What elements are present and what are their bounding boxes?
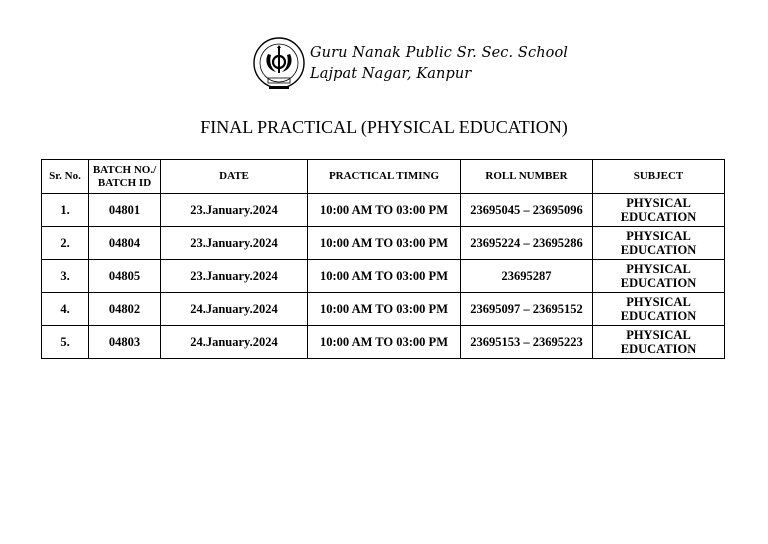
cell-batch-id: 04801 (89, 194, 161, 227)
cell-roll-number: 23695153 – 23695223 (461, 326, 593, 359)
cell-timing: 10:00 AM TO 03:00 PM (308, 293, 461, 326)
cell-timing: 10:00 AM TO 03:00 PM (308, 194, 461, 227)
cell-sr-no: 5. (42, 326, 89, 359)
table-row (42, 194, 725, 227)
cell-timing: 10:00 AM TO 03:00 PM (308, 260, 461, 293)
cell-roll-number: 23695045 – 23695096 (461, 194, 593, 227)
column-header-sr-no: Sr. No. (42, 160, 89, 194)
document-title: FINAL PRACTICAL (PHYSICAL EDUCATION) (200, 117, 568, 137)
cell-subject: PHYSICAL EDUCATION (593, 293, 725, 326)
cell-batch-id: 04803 (89, 326, 161, 359)
cell-date: 23.January.2024 (161, 194, 308, 227)
cell-sr-no: 4. (42, 293, 89, 326)
cell-batch-id: 04805 (89, 260, 161, 293)
table-row (42, 260, 725, 293)
cell-subject: PHYSICAL EDUCATION (593, 194, 725, 227)
cell-subject: PHYSICAL EDUCATION (593, 227, 725, 260)
school-name: Guru Nanak Public Sr. Sec. School (310, 45, 569, 61)
cell-date: 23.January.2024 (161, 227, 308, 260)
cell-timing: 10:00 AM TO 03:00 PM (308, 227, 461, 260)
cell-date: 24.January.2024 (161, 293, 308, 326)
cell-date: 24.January.2024 (161, 326, 308, 359)
cell-subject: PHYSICAL EDUCATION (593, 326, 725, 359)
cell-sr-no: 3. (42, 260, 89, 293)
cell-sr-no: 2. (42, 227, 89, 260)
table-row (42, 293, 725, 326)
cell-timing: 10:00 AM TO 03:00 PM (308, 326, 461, 359)
column-header-roll-number: ROLL NUMBER (461, 160, 593, 194)
cell-roll-number: 23695224 – 23695286 (461, 227, 593, 260)
school-address: Lajpat Nagar, Kanpur (310, 66, 472, 82)
school-logo-icon (252, 36, 306, 92)
exam-schedule-table (41, 159, 725, 359)
cell-sr-no: 1. (42, 194, 89, 227)
cell-roll-number: 23695097 – 23695152 (461, 293, 593, 326)
table-row (42, 326, 725, 359)
column-header-batch-id: BATCH NO./ BATCH ID (89, 160, 161, 194)
school-header (252, 36, 568, 92)
table-row (42, 227, 725, 260)
cell-subject: PHYSICAL EDUCATION (593, 260, 725, 293)
cell-date: 23.January.2024 (161, 260, 308, 293)
column-header-subject: SUBJECT (593, 160, 725, 194)
column-header-timing: PRACTICAL TIMING (308, 160, 461, 194)
cell-batch-id: 04802 (89, 293, 161, 326)
cell-batch-id: 04804 (89, 227, 161, 260)
column-header-date: DATE (161, 160, 308, 194)
table-header-row (42, 160, 725, 194)
cell-roll-number: 23695287 (461, 260, 593, 293)
